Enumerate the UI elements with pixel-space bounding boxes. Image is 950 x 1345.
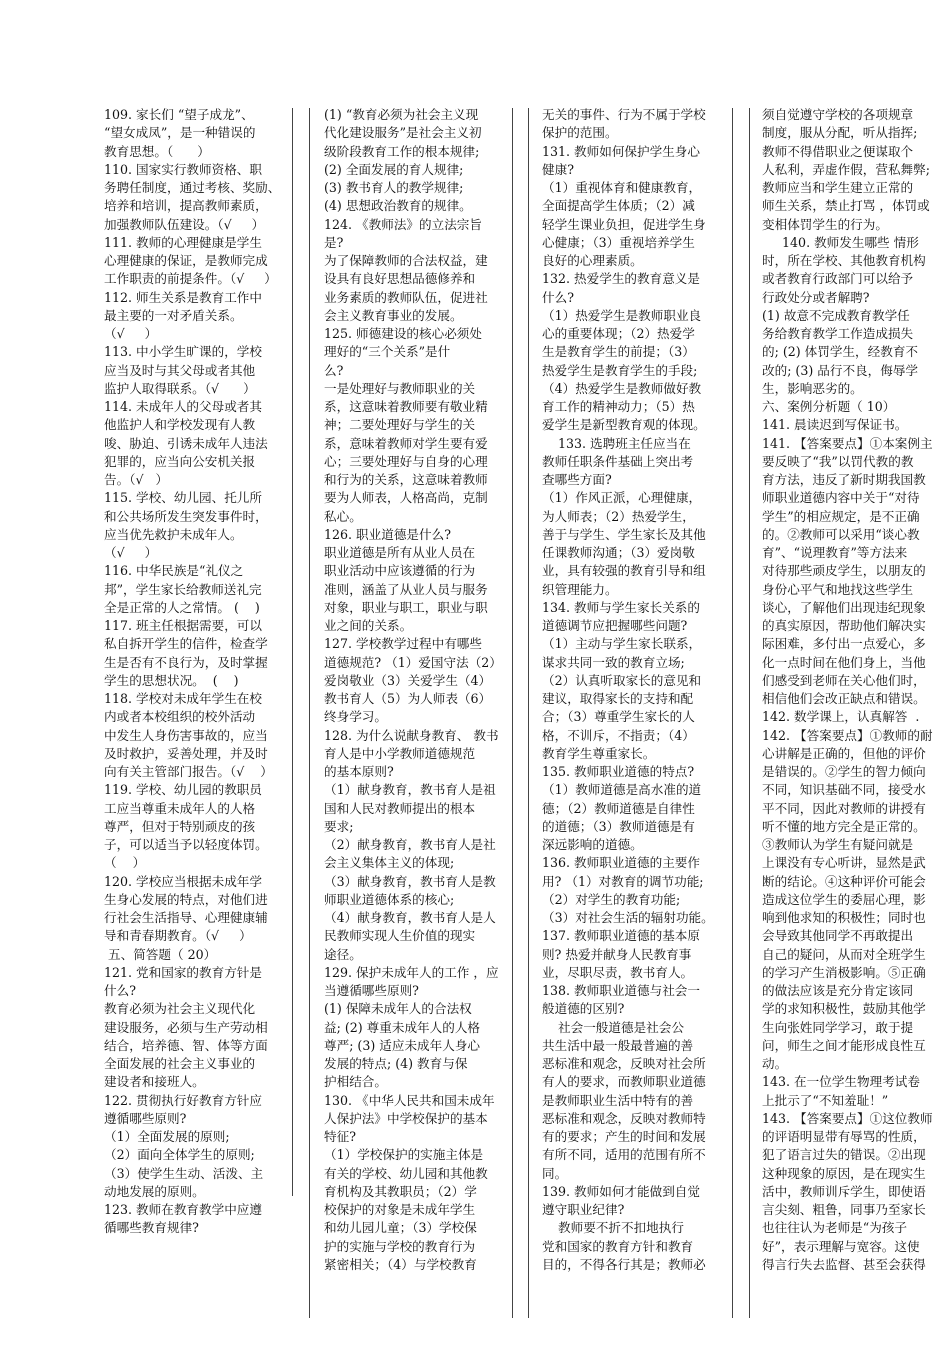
text-line: 职业道德是所有从业人员在 xyxy=(324,545,476,560)
text-line: （2）认真听取家长的意见和 xyxy=(542,672,702,688)
text-line: 有关的学校、幼儿园和其他教 xyxy=(324,1165,488,1181)
text-line: 135. 教师职业道德的特点? xyxy=(542,764,695,779)
text-line: 爱岗敬业（3）关爱学生（4） xyxy=(324,672,492,688)
text-line: “望女成凤”，是一种错误的 xyxy=(104,125,256,141)
text-line: 五、简答题（ 20） xyxy=(104,946,217,962)
text-line: 业之间的关系。 xyxy=(324,618,413,633)
text-line: 和公共场所发生突发事件时， xyxy=(104,508,268,524)
text-line: 会主义教育事业的发展。 xyxy=(324,307,463,323)
text-line: 生是教育学生的前提；（3） xyxy=(542,344,695,360)
text-line: 无关的事件、行为不属于学校 xyxy=(542,107,706,122)
text-line: 加强教师队伍建设。（√ ） xyxy=(104,216,265,232)
column-divider-6 xyxy=(749,108,750,1318)
text-line: 教师任职条件基础上突出考 xyxy=(542,453,694,469)
text-line: ③教师认为学生有疑问就是 xyxy=(762,837,914,852)
text-column-4 xyxy=(762,106,950,1306)
text-line: 遵循哪些原则? xyxy=(104,1110,187,1126)
text-line: 动。 xyxy=(762,1056,788,1071)
text-line: 什么? xyxy=(542,289,574,305)
text-line: 对象，职业与职工，职业与职 xyxy=(324,599,488,615)
text-line: 准则，涵盖了从业人员与服务 xyxy=(324,581,488,597)
text-line: 邦”，学生家长给教师送礼完 xyxy=(104,581,262,597)
text-line: 问，师生之间才能形成良性互 xyxy=(762,1037,926,1053)
text-line: 终身学习。 xyxy=(324,709,387,725)
text-line: 良好的心理素质。 xyxy=(542,253,643,268)
text-line: 爱学生是新型教育观的体现。 xyxy=(542,417,706,433)
text-line: 犯了语言过失的错误。②出现 xyxy=(762,1147,926,1163)
text-line: 平不同，因此对教师的讲授有 xyxy=(762,800,926,816)
text-line: 任课教师沟通；（3）爱岗敬 xyxy=(542,545,695,560)
text-line: 改的; (3) 品行不良，侮辱学 xyxy=(762,362,919,378)
text-line: 身份心平气和地找这些学生 xyxy=(762,581,914,597)
text-line: (3) 教书育人的教学规律; xyxy=(324,180,464,195)
text-line: 这种现象的原因，是在现实生 xyxy=(762,1165,926,1181)
text-line: 117. 班主任根据需要，可以 xyxy=(104,618,262,633)
text-line: 发展的特点; (4) 教育与保 xyxy=(324,1056,468,1071)
text-line: 道德调节应把握哪些问题? xyxy=(542,618,688,633)
text-line: 128. 为什么说献身教育、 教书 xyxy=(324,727,499,743)
text-line: 得言行失去监督、甚至会获得 xyxy=(762,1256,926,1272)
text-line: 124. 《教师法》的立法宗旨 xyxy=(324,216,482,232)
text-line: 122. 贯彻执行好教育方针应 xyxy=(104,1092,262,1108)
text-line: 要为人师表，人格高尚，克制 xyxy=(324,490,488,506)
text-line: 护的实施与学校的教育行为 xyxy=(324,1238,476,1254)
text-line: 化一点时间在他们身上，当他 xyxy=(762,654,926,670)
text-line: （4）献身教育，教书育人是人 xyxy=(324,910,496,925)
text-line: 全面发展的社会主义事业的 xyxy=(104,1056,256,1071)
text-line: 121. 党和国家的教育方针是 xyxy=(104,964,262,980)
text-line: 最主要的一对矛盾关系。 xyxy=(104,307,243,323)
text-line: 相信他们会改正缺点和错误。 xyxy=(762,691,926,706)
text-line: 生向张姓同学学习，敢于提 xyxy=(762,1019,914,1035)
text-line: （1）热爱学生是教师职业良 xyxy=(542,307,702,323)
text-line: 的真实原因，帮助他们解决实 xyxy=(762,618,926,633)
text-line: 学生”的相应规定，是不正确 xyxy=(762,508,920,524)
text-line: 125. 师德建设的核心必须处 xyxy=(324,326,482,341)
text-line: 建设服务，必须与生产劳动相 xyxy=(104,1019,268,1035)
text-line: （1）重视体育和健康教育， xyxy=(542,180,702,195)
text-line: 中发生人身伤害事故的，应当 xyxy=(104,727,268,743)
text-line: 心的重要体现；（2）热爱学 xyxy=(542,326,695,341)
text-line: 143. 【答案要点】①这位教师 xyxy=(762,1110,933,1126)
text-line: 国和人民对教师提出的根本 xyxy=(324,800,476,816)
text-line: 导和青春期教育。（√ ） xyxy=(104,928,252,944)
text-line: 人私利，弄虚作假，营私舞弊; xyxy=(762,161,930,177)
text-line: 对待那些顽皮学生，以朋友的 xyxy=(762,563,926,579)
text-line: 德；（2）教师道德是自律性 xyxy=(542,800,695,816)
text-line: 尊严，但对于特别顽皮的孩 xyxy=(104,818,256,834)
text-line: 响到他求知的积极性；同时也 xyxy=(762,910,926,925)
text-line: （3）献身教育，教书育人是教 xyxy=(324,873,496,889)
text-line: 行社会生活指导、心理健康辅 xyxy=(104,910,268,925)
text-line: 不同，知识基础不同，接受水 xyxy=(762,782,926,798)
text-line: 133. 选聘班主任应当在 xyxy=(542,435,691,451)
text-line: 私心。 xyxy=(324,508,362,524)
text-line: 的学习产生消极影响。⑤正确 xyxy=(762,964,926,980)
text-line: 141. 晨读迟到写保证书。 xyxy=(762,417,908,433)
text-line: 为人师表；（2）热爱学生， xyxy=(542,508,695,524)
text-line: 心健康；（3）重视培养学生 xyxy=(542,234,695,250)
text-line: （ ） xyxy=(104,855,146,871)
text-line: 须自觉遵守学校的各项规章 xyxy=(762,107,914,122)
text-line: 向有关主管部门报告。（√ ） xyxy=(104,764,273,779)
text-line: 人保护法》中学校保护的基本 xyxy=(324,1110,488,1126)
text-line: 142. 【答案要点】①教师的耐 xyxy=(762,727,933,743)
text-line: 监护人取得联系。（√ ） xyxy=(104,380,256,396)
text-line: 140. 教师发生哪些 情形 xyxy=(762,234,919,250)
text-line: 生，影响恶劣的。 xyxy=(762,380,863,396)
text-line: 听不懂的地方完全是正常的。 xyxy=(762,818,926,834)
text-line: 114. 未成年人的父母或者其 xyxy=(104,399,262,414)
text-line: 民教师实现人生价值的现实 xyxy=(324,928,476,944)
text-line: 系，这意味着教师要有敬业精 xyxy=(324,399,488,414)
text-line: (2) 全面发展的育人规律; xyxy=(324,161,464,177)
text-line: 教师不得借职业之便谋取个 xyxy=(762,143,914,159)
text-line: 用? （1）对教育的调节功能; xyxy=(542,873,704,889)
text-line: 断的结论。④这种评价可能会 xyxy=(762,873,926,889)
column-divider-2 xyxy=(309,108,310,1318)
text-line: 合；（3）尊重学生家长的人 xyxy=(542,709,695,725)
text-line: 师职业道德内容中关于“对待 xyxy=(762,490,920,506)
text-line: 138. 教师职业道德与社会一 xyxy=(542,983,700,998)
text-line: 119. 学校、幼儿园的教职员 xyxy=(104,782,262,798)
text-line: 查哪些方面? xyxy=(542,472,612,487)
text-line: 遵守职业纪律? xyxy=(542,1202,625,1217)
text-line: 要反映了“我”以罚代教的教 xyxy=(762,453,914,469)
text-line: 益; (2) 尊重未成年人的人格 xyxy=(324,1019,481,1035)
text-line: 130. 《中华人民共和国未成年 xyxy=(324,1092,495,1108)
text-line: 恶标准和观念，反映对社会所 xyxy=(542,1056,706,1071)
text-line: 为了保障教师的合法权益，建 xyxy=(324,253,488,268)
text-line: 际困难，多付出一点爱心，多 xyxy=(762,636,926,652)
text-line: 113. 中小学生旷课的，学校 xyxy=(104,344,262,360)
text-line: 什么? xyxy=(104,983,136,998)
text-line: 共生活中最一般最普遍的善 xyxy=(542,1037,694,1053)
text-line: 告。（√ ） xyxy=(104,472,169,487)
text-line: 务聘任制度，通过考核、奖励、 xyxy=(104,180,281,195)
text-line: 系，意味着教师对学生要有爱 xyxy=(324,435,488,451)
text-line: 时，所在学校、其他教育机构 xyxy=(762,253,926,268)
text-line: （2）面向全体学生的原则; xyxy=(104,1147,255,1163)
text-line: 教书育人（5）为人师表（6） xyxy=(324,691,492,706)
text-line: 会主义集体主义的体现; xyxy=(324,855,455,871)
text-line: 132. 热爱学生的教育意义是 xyxy=(542,271,700,287)
text-line: （3）使学生生动、活泼、主 xyxy=(104,1165,264,1181)
text-line: 136. 教师职业道德的主要作 xyxy=(542,855,700,871)
text-line: （1）献身教育，教书育人是祖 xyxy=(324,782,496,798)
text-line: （1）学校保护的实施主体是 xyxy=(324,1147,484,1163)
text-line: 自己的疑问，从而对全班学生 xyxy=(762,946,926,962)
text-line: 142. 数学课上，认真解答 . xyxy=(762,709,920,725)
text-line: 教育思想。（ ） xyxy=(104,143,210,159)
text-line: （2）献身教育，教书育人是社 xyxy=(324,837,496,852)
text-line: 业务素质的教师队伍，促进社 xyxy=(324,289,488,305)
text-line: （√ ） xyxy=(104,326,158,341)
text-line: 学生的思想状况。 ( ) xyxy=(104,672,239,688)
text-line: 及时救护，妥善处理，并及时 xyxy=(104,745,268,761)
text-line: 的做法应该是充分肯定该同 xyxy=(762,983,914,998)
column-divider-5 xyxy=(732,108,733,1318)
text-column-3 xyxy=(542,106,730,1306)
text-line: 师职业道德体系的核心; xyxy=(324,891,455,907)
text-line: 社会一般道德是社会公 xyxy=(542,1019,684,1035)
text-line: （4）热爱学生是教师做好教 xyxy=(542,380,702,396)
text-line: 行政处分或者解聘? xyxy=(762,289,870,305)
text-line: （2）对学生的教育功能; xyxy=(542,891,681,907)
text-line: 么? xyxy=(324,362,344,378)
text-line: 校保护的对象是未成年学生 xyxy=(324,1202,476,1217)
text-line: 培养和培训，提高教师素质， xyxy=(104,198,268,214)
text-line: 轻学生课业负担，促进学生身 xyxy=(542,216,706,232)
text-line: 神；二要处理好与学生的关 xyxy=(324,417,476,433)
text-line: (1) “教育必须为社会主义现 xyxy=(324,107,479,122)
text-line: 当遵循哪些原则? xyxy=(324,983,419,998)
text-line: 或者教育行政部门可以给予 xyxy=(762,271,914,287)
text-line: （1）主动与学生家长联系， xyxy=(542,636,702,652)
text-line: 建设者和接班人。 xyxy=(104,1074,205,1090)
text-line: 的基本原则? xyxy=(324,764,394,779)
text-line: 141. 【答案要点】①本案例主 xyxy=(762,435,933,451)
text-line: 教育学生尊重家长。 xyxy=(542,745,656,761)
text-line: 同。 xyxy=(542,1165,568,1181)
text-line: 工作职责的前提条件。（√ ） xyxy=(104,271,277,287)
text-column-2 xyxy=(324,106,508,1306)
text-line: 111. 教师的心理健康是学生 xyxy=(104,234,262,250)
text-line: 格，不训斥，不指责；（4） xyxy=(542,727,695,743)
text-line: 的评语明显带有辱骂的性质， xyxy=(762,1129,926,1144)
text-line: 特征? xyxy=(324,1129,356,1144)
text-line: 教师要不折不扣地执行 xyxy=(542,1220,684,1236)
text-line: 党和国家的教育方针和教育 xyxy=(542,1238,694,1254)
text-line: 一是处理好与教师职业的关 xyxy=(324,380,476,396)
text-line: 制度，服从分配，听从指挥; xyxy=(762,125,918,141)
text-line: 会导致其他同学不再敢提出 xyxy=(762,928,914,944)
text-line: 应当优先救护未成年人。 xyxy=(104,526,243,542)
text-line: 言尖刻、粗鲁，同事乃至家长 xyxy=(762,1202,926,1217)
text-line: 子，可以适当予以轻度体罚。 xyxy=(104,837,268,852)
text-line: 也往往认为老师是“为孩子 xyxy=(762,1220,907,1236)
text-column-1 xyxy=(104,106,292,1306)
text-line: 紧密相关；（4）与学校教育 xyxy=(324,1256,477,1272)
text-line: 循哪些教育规律? xyxy=(104,1220,199,1236)
text-line: 129. 保护未成年人的工作 ，应 xyxy=(324,964,499,980)
text-line: 好”，表示理解与宽容。这使 xyxy=(762,1238,920,1254)
text-line: 般道德的区别? xyxy=(542,1001,625,1017)
text-line: 业，尽职尽责，教书育人。 xyxy=(542,964,694,980)
text-line: 心；三要处理好与自身的心理 xyxy=(324,453,488,469)
text-line: 们感受到老师在关心他们时， xyxy=(762,672,926,688)
text-line: 143. 在一位学生物理考试卷 xyxy=(762,1074,920,1090)
text-line: 127. 学校教学过程中有哪些 xyxy=(324,636,482,652)
column-divider-1 xyxy=(292,108,293,1196)
text-line: 139. 教师如何才能做到自觉 xyxy=(542,1183,700,1199)
text-line: 唆、胁迫、引诱未成年人违法 xyxy=(104,435,268,451)
text-line: 保护的范围。 xyxy=(542,125,618,141)
text-line: 教师应当和学生建立正常的 xyxy=(762,180,914,195)
text-line: 造成这位学生的委屈心理，影 xyxy=(762,891,926,907)
text-line: 六、案例分析题（ 10） xyxy=(762,399,896,414)
text-line: 育”、“说理教育”等方法来 xyxy=(762,545,908,560)
text-line: 护相结合。 xyxy=(324,1074,387,1090)
text-line: 116. 中华民族是“礼仪之 xyxy=(104,563,244,579)
text-line: 学的求知积极性，鼓励其他学 xyxy=(762,1001,926,1017)
text-line: 善于与学生、学生家长及其他 xyxy=(542,526,706,542)
text-line: 尊严; (3) 适应未成年人身心 xyxy=(324,1037,481,1053)
text-line: 健康? xyxy=(542,161,574,177)
text-line: 109. 家长们 “望子成龙”、 xyxy=(104,107,254,122)
text-line: 工应当尊重未成年人的人格 xyxy=(104,800,256,816)
text-line: 级阶段教育工作的根本规律; xyxy=(324,143,480,159)
text-line: 变相体罚学生的行为。 xyxy=(762,216,888,232)
text-line: 内或者本校组织的校外活动 xyxy=(104,709,256,725)
text-line: 生身心发展的特点，对他们进 xyxy=(104,891,268,907)
text-line: 有所不同，适用的范围有所不 xyxy=(542,1147,706,1163)
text-line: 131. 教师如何保护学生身心 xyxy=(542,143,700,159)
text-line: 生是否有不良行为，及时掌握 xyxy=(104,654,268,670)
text-line: 134. 教师与学生家长关系的 xyxy=(542,599,700,615)
text-line: 则? 热爱并献身人民教育事 xyxy=(542,946,692,962)
text-line: （1）教师道德是高水准的道 xyxy=(542,782,702,798)
text-line: 和行为的关系，这意味着教师 xyxy=(324,472,488,487)
text-line: 理好的“三个关系”是什 xyxy=(324,344,451,360)
text-line: 的道德；（3）教师道德是有 xyxy=(542,818,695,834)
text-line: (1) 保障未成年人的合法权 xyxy=(324,1001,472,1017)
text-line: 育方法，违反了新时期我国教 xyxy=(762,472,926,487)
text-line: 全是正常的人之常情。 ( ) xyxy=(104,599,260,615)
text-line: 育工作的精神动力；（5）热 xyxy=(542,399,695,414)
text-line: 谋求共同一致的教育立场; xyxy=(542,654,685,670)
text-line: 活中，教师训斥学生，即使语 xyxy=(762,1183,926,1199)
text-line: （1）全面发展的原则; xyxy=(104,1129,230,1144)
text-line: 深远影响的道德。 xyxy=(542,837,643,852)
text-line: 要求; xyxy=(324,818,354,834)
text-line: 建议，取得家长的支持和配 xyxy=(542,691,694,706)
text-line: （3）对社会生活的辐射功能。 xyxy=(542,910,714,925)
text-line: 有人的要求，而教师职业道德 xyxy=(542,1074,706,1090)
text-line: 的。②教师可以采用“谈心教 xyxy=(762,526,920,542)
text-line: 目的，不得各行其是；教师必 xyxy=(542,1256,706,1272)
text-line: 的; (2) 体罚学生，经教育不 xyxy=(762,344,919,360)
text-line: 上课没有专心听讲，显然是武 xyxy=(762,855,926,871)
text-line: 和幼儿园儿童；（3）学校保 xyxy=(324,1220,477,1236)
text-line: 心讲解是正确的，但他的评价 xyxy=(762,745,926,761)
text-line: 是教师职业生活中特有的善 xyxy=(542,1092,694,1108)
text-line: 育人是中小学教师道德规范 xyxy=(324,745,476,761)
text-line: 112. 师生关系是教育工作中 xyxy=(104,289,262,305)
text-line: 137. 教师职业道德的基本原 xyxy=(542,928,700,944)
text-line: 业，具有较强的教育引导和组 xyxy=(542,563,706,579)
text-line: 126. 职业道德是什么? xyxy=(324,526,451,542)
text-line: 心理健康的保证，是教师完成 xyxy=(104,253,268,268)
text-line: 120. 学校应当根据未成年学 xyxy=(104,873,262,889)
text-line: 115. 学校、幼儿园、托儿所 xyxy=(104,490,262,506)
text-line: 织管理能力。 xyxy=(542,581,618,597)
text-line: 代化建设服务”是社会主义初 xyxy=(324,125,482,141)
text-line: 110. 国家实行教师资格、职 xyxy=(104,161,262,177)
text-line: 有的要求；产生的时间和发展 xyxy=(542,1129,706,1144)
text-line: （1）作风正派，心理健康， xyxy=(542,490,702,506)
text-line: 道德规范? （1）爱国守法（2） xyxy=(324,654,502,670)
text-line: 结合，培养德、智、体等方面 xyxy=(104,1037,268,1053)
text-line: 教育必须为社会主义现代化 xyxy=(104,1001,256,1017)
text-line: 动地发展的原则。 xyxy=(104,1183,205,1199)
text-line: (4) 思想政治教育的规律。 xyxy=(324,198,472,214)
text-line: 上批示了“不知羞耻！” xyxy=(762,1092,889,1108)
text-line: 热爱学生是教育学生的手段; xyxy=(542,362,698,378)
text-line: 务给教育教学工作造成损失 xyxy=(762,326,914,341)
text-line: 他监护人和学校发现有人教 xyxy=(104,417,256,433)
column-divider-3 xyxy=(512,108,513,1318)
text-line: 私自拆开学生的信件，检查学 xyxy=(104,636,268,652)
text-line: (1) 故意不完成教育教学任 xyxy=(762,307,910,323)
text-line: 123. 教师在教育教学中应遵 xyxy=(104,1202,262,1217)
text-line: 途径。 xyxy=(324,946,362,962)
text-line: 全面提高学生体质；（2）减 xyxy=(542,198,695,214)
text-line: 是? xyxy=(324,234,344,250)
text-line: 设具有良好思想品德修养和 xyxy=(324,271,476,287)
text-line: 师生关系，禁止打骂 ，体罚或 xyxy=(762,198,930,214)
text-line: 恶标准和观念，反映对教师特 xyxy=(542,1110,706,1126)
text-line: 育机构及其教职员；（2）学 xyxy=(324,1183,477,1199)
text-line: 职业活动中应该遵循的行为 xyxy=(324,563,476,579)
text-line: 犯罪的，应当向公安机关报 xyxy=(104,453,256,469)
text-line: 118. 学校对未成年学生在校 xyxy=(104,691,262,706)
text-line: 谈心，了解他们出现违纪现象 xyxy=(762,599,926,615)
text-line: （√ ） xyxy=(104,545,158,560)
text-line: 是错误的。②学生的智力倾向 xyxy=(762,764,926,779)
text-line: 应当及时与其父母或者其他 xyxy=(104,362,256,378)
column-divider-4 xyxy=(528,108,529,1318)
